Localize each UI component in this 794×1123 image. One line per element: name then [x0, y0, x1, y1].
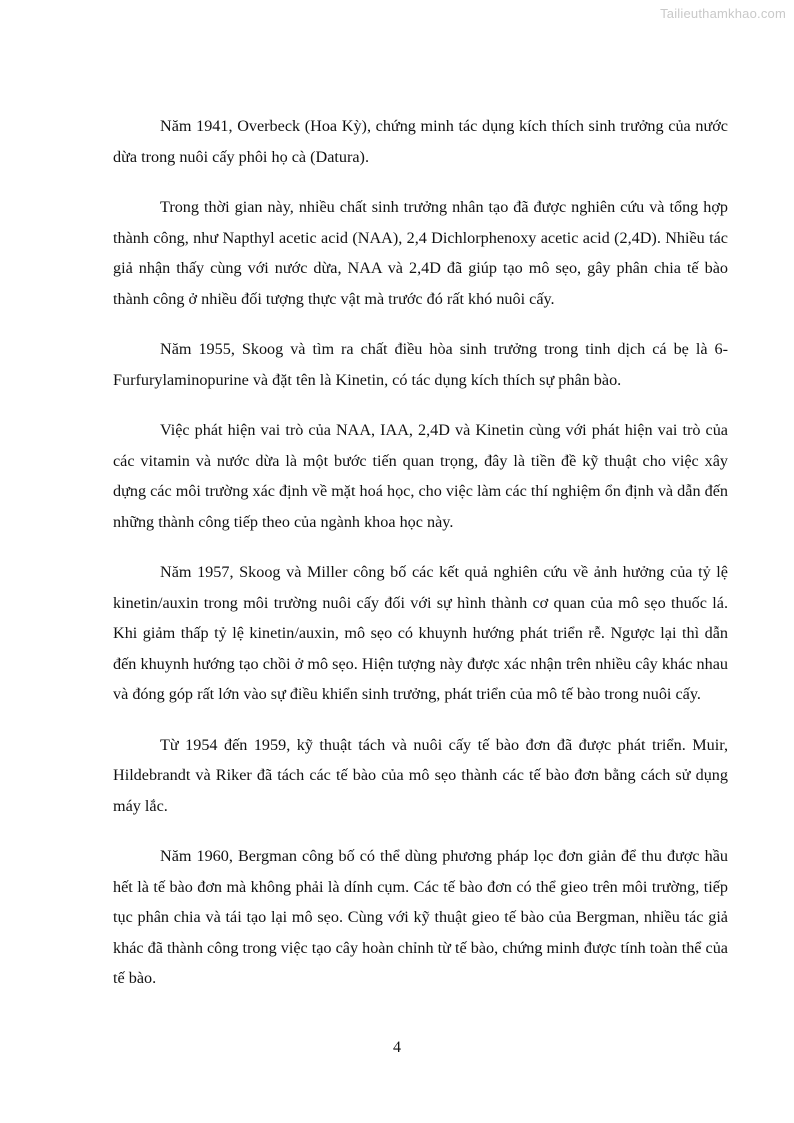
page-number: 4 [393, 1039, 401, 1056]
paragraph-7: Năm 1960, Bergman công bố có thể dùng phương pháp lọc đơn giản để thu được hầu hết là tế bào đơn mà không phải là dính cụm. Các tế bào đơn có thể gieo trên môi trường, tiếp tục phân chia và tái tạo lại mô sẹo. Cùng với kỹ thuật gieo tế bào của Bergman, nhiều tác giả khác đã thành công trong việc tạo cây hoàn chỉnh từ tế bào, chứng minh được tính toàn thể của tế bào. [113, 847, 728, 987]
paragraph-3: Năm 1955, Skoog và tìm ra chất điều hòa sinh trưởng trong tinh dịch cá bẹ là 6-Furfurylaminopurine và đặt tên là Kinetin, có tác dụng kích thích sự phân bào. [113, 340, 728, 389]
document-body [113, 111, 728, 1014]
watermark: Tailieuthamkhao.com [660, 6, 786, 21]
paragraph-5: Năm 1957, Skoog và Miller công bố các kết quả nghiên cứu về ảnh hưởng của tỷ lệ kinetin/auxin trong môi trường nuôi cấy đối với sự hình thành cơ quan của mô sẹo thuốc lá. Khi giảm thấp tỷ lệ kinetin/auxin, mô sẹo có khuynh hướng phát triển rễ. Ngược lại thì dẫn đến khuynh hướng tạo chồi ở mô sẹo. Hiện tượng này được xác nhận trên nhiều cây khác nhau và đóng góp rất lớn vào sự điều khiển sinh trưởng, phát triển của mô tế bào trong nuôi cấy. [113, 563, 728, 703]
paragraph-4: Việc phát hiện vai trò của NAA, IAA, 2,4D và Kinetin cùng với phát hiện vai trò của các vitamin và nước dừa là một bước tiến quan trọng, đây là tiền đề kỹ thuật cho việc xây dựng các môi trường xác định về mặt hoá học, cho việc làm các thí nghiệm ổn định và dẫn đến những thành công tiếp theo của ngành khoa học này. [113, 421, 728, 531]
paragraph-1: Năm 1941, Overbeck (Hoa Kỳ), chứng minh tác dụng kích thích sinh trưởng của nước dừa trong nuôi cấy phôi họ cà (Datura). [113, 117, 728, 166]
paragraph-6: Từ 1954 đến 1959, kỹ thuật tách và nuôi cấy tế bào đơn đã được phát triển. Muir, Hildebrandt và Riker đã tách các tế bào của mô sẹo thành các tế bào đơn bằng cách sử dụng máy lắc. [113, 735, 728, 815]
paragraph-2: Trong thời gian này, nhiều chất sinh trưởng nhân tạo đã được nghiên cứu và tổng hợp thành công, như Napthyl acetic acid (NAA), 2,4 Dichlorphenoxy acetic acid (2,4D). Nhiều tác giả nhận thấy cùng với nước dừa, NAA và 2,4D đã giúp tạo mô sẹo, gây phân chia tế bào thành công ở nhiều đối tượng thực vật mà trước đó rất khó nuôi cấy. [113, 198, 728, 308]
